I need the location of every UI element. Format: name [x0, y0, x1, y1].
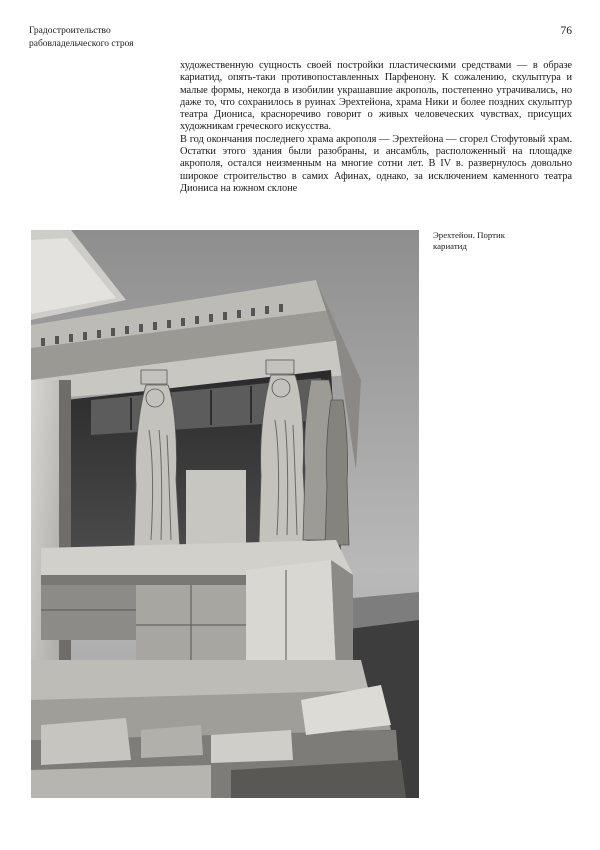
body-text	[180, 60, 572, 195]
caption-line1: Эрехтейон. Портик	[433, 230, 505, 240]
erechtheion-photo	[31, 230, 419, 798]
running-head-line1: Градостроительство	[29, 26, 111, 36]
paragraph-2: В год окончания последнего храма акрополя — Эрехтейона — сгорел Стофутовый храм. Остатки этого здания были разобраны, и ансамбль, расположенный на площадке акрополя, остался неизменным на многие сотни лет. В IV в. развернулось довольно широкое строительство в самих Афинах, однако, за исключением каменного театра Диониса на южном склоне	[180, 133, 572, 194]
running-head	[29, 25, 134, 51]
figure-caption	[433, 230, 573, 252]
page-number: 76	[560, 25, 572, 37]
running-head-line2: рабовладельческого строя	[29, 39, 134, 49]
caption-line2: кариатид	[433, 241, 467, 251]
paragraph-1: художественную сущность своей постройки пластическими средствами — в образе кариатид, опять-таки противопоставленных Парфенону. К сожалению, скульптура и малые формы, некогда в изобилии украшавшие акрополь, постепенно утрачивались, но даже то, что сохранилось в руинах Эрехтейона, храма Ники и более поздних скульптур театра Диониса, красноречиво говорит о живых человеческих чувствах, присущих художникам греческого искусства.	[180, 60, 572, 133]
erechtheion-photo-illustration	[31, 230, 419, 798]
